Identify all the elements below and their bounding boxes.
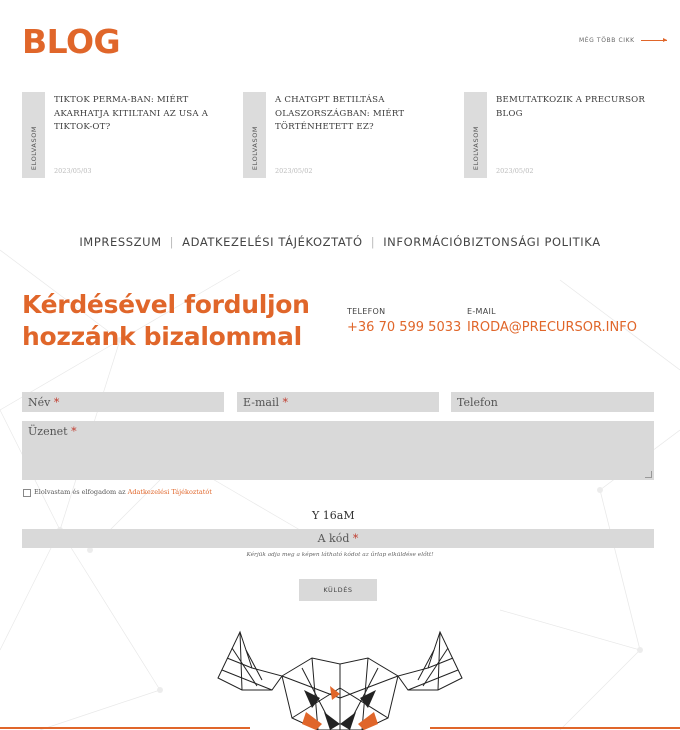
more-articles-label: MÉG TÖBB CIKK [579, 37, 635, 44]
nav-separator: | [169, 235, 175, 249]
name-field[interactable]: Név * [22, 392, 224, 412]
article-title[interactable]: BEMUTATKOZIK A PRECURSOR BLOG [496, 95, 646, 119]
more-articles-link[interactable] [579, 37, 667, 44]
consent-text: Elolvastam és elfogadom az Adatkezelési Tájékoztatót [34, 488, 212, 496]
read-button[interactable]: ELOLVASOM [22, 92, 45, 178]
email-label: E-MAIL [467, 307, 496, 316]
resize-handle-icon[interactable] [645, 471, 652, 478]
email-field[interactable]: E-mail * [237, 392, 439, 412]
article-card[interactable] [464, 92, 674, 178]
article-title[interactable]: TIKTOK PERMA-BAN: MIÉRT AKARHATJA KITILTANI AZ USA A TIKTOK-OT? [54, 95, 209, 132]
nav-adatkezelesi[interactable]: ADATKEZELÉSI TÁJÉKOZTATÓ [182, 235, 363, 249]
article-title[interactable]: A CHATGPT BETILTÁSA OLASZORSZÁGBAN: MIÉRT TÖRTÉNHETETT EZ? [275, 95, 405, 132]
email-link[interactable]: IRODA@PRECURSOR.INFO [467, 320, 637, 335]
nav-impresszum[interactable]: IMPRESSZUM [79, 235, 162, 249]
captcha-image [310, 507, 370, 523]
message-field[interactable]: Üzenet * [22, 421, 654, 480]
article-card[interactable] [243, 92, 453, 178]
captcha-text: Y 16aM [312, 509, 355, 522]
send-button[interactable]: KÜLDÉS [299, 579, 377, 601]
captcha-hint: Kérjük adja meg a képen látható kódot az űrlap elküldése előtt! [246, 552, 434, 558]
contact-heading [22, 289, 310, 353]
contact-heading-line1: Kérdésével forduljon [22, 290, 310, 319]
nav-informaciobiztonsagi[interactable]: INFORMÁCIÓBIZTONSÁGI POLITIKA [383, 235, 601, 249]
article-card[interactable] [22, 92, 232, 178]
read-button[interactable]: ELOLVASOM [243, 92, 266, 178]
article-date: 2023/05/03 [54, 167, 92, 175]
phone-field[interactable]: Telefon [451, 392, 654, 412]
privacy-policy-link[interactable]: Adatkezelési Tájékoztatót [127, 488, 212, 496]
article-date: 2023/05/02 [496, 167, 534, 175]
contact-heading-line2: hozzánk bizalommal [22, 322, 302, 351]
phone-label: TELEFON [347, 307, 386, 316]
bull-logo-icon [212, 628, 468, 730]
nav-separator: | [370, 235, 376, 249]
consent-checkbox[interactable] [23, 489, 31, 497]
phone-link[interactable]: +36 70 599 5033 [347, 320, 462, 335]
read-button[interactable]: ELOLVASOM [464, 92, 487, 178]
captcha-code-field[interactable]: A kód * [22, 529, 654, 548]
footer-nav [0, 235, 680, 249]
article-date: 2023/05/02 [275, 167, 313, 175]
blog-title: BLOG [22, 22, 121, 61]
arrow-right-icon [641, 40, 667, 41]
